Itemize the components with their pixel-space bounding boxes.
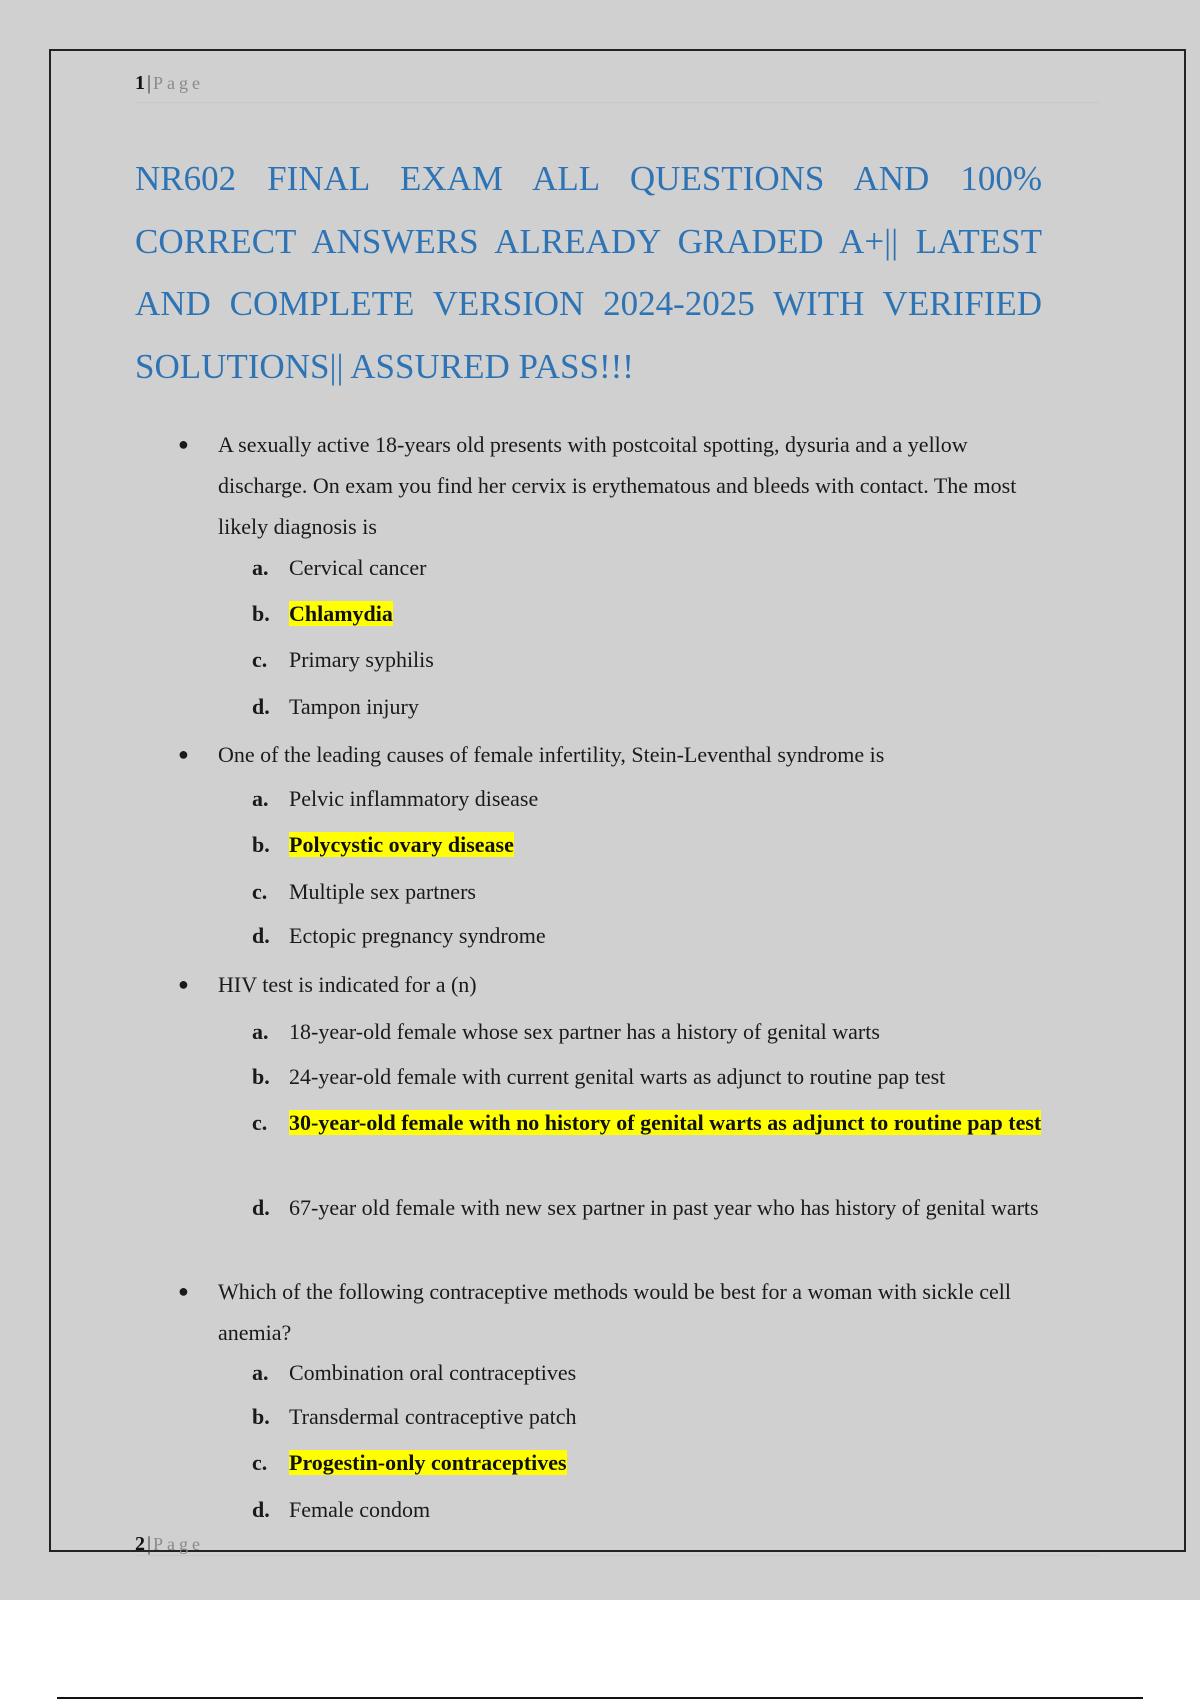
question-stem: Which of the following contraceptive methods would be best for a woman with sickle cell anemia? — [218, 1279, 1011, 1345]
option-text: Primary syphilis — [289, 647, 434, 672]
option-text: Multiple sex partners — [289, 879, 476, 904]
bullet-icon: ● — [178, 1281, 189, 1301]
option-letter: b. — [252, 1064, 270, 1089]
option-letter: d. — [252, 1497, 270, 1522]
page-number: 2 — [135, 1533, 145, 1555]
highlighted-answer: Polycystic ovary disease — [289, 832, 514, 857]
page-number: 1 — [135, 72, 145, 94]
highlighted-answer: Progestin-only contraceptives — [289, 1450, 567, 1475]
option-letter: c. — [252, 879, 268, 904]
option-letter: a. — [252, 1019, 269, 1044]
bullet-icon: ● — [178, 974, 189, 994]
option-letter: c. — [252, 647, 268, 672]
option-letter: c. — [252, 1110, 268, 1135]
highlighted-answer: 30-year-old female with no history of genital warts as adjunct to routine pap test — [289, 1110, 1042, 1135]
bottom-divider — [57, 1697, 1143, 1699]
option-text: 18-year-old female whose sex partner has a history of genital warts — [289, 1019, 880, 1044]
option-text: Transdermal contraceptive patch — [289, 1404, 577, 1429]
option-text: Tampon injury — [289, 694, 419, 719]
page-header-next — [135, 1533, 1100, 1556]
option-letter: d. — [252, 1195, 270, 1220]
page-separator: | — [147, 1533, 152, 1555]
option-text: Pelvic inflammatory disease — [289, 786, 539, 811]
option-text: Combination oral contraceptives — [289, 1360, 577, 1385]
option-letter: d. — [252, 923, 270, 948]
option-letter: b. — [252, 832, 270, 857]
option-text: Ectopic pregnancy syndrome — [289, 923, 546, 948]
document-title: NR602 FINAL EXAM ALL QUESTIONS AND 100% CORRECT ANSWERS ALREADY GRADED A+|| LATEST AND COMPLETE VERSION 2024-2025 WITH VERIFIED SOLUTIONS|| ASSURED PASS!!! — [135, 159, 1042, 386]
option-text: Cervical cancer — [289, 555, 427, 580]
page-header-top — [135, 72, 1100, 103]
bullet-icon: ● — [178, 744, 189, 764]
highlighted-answer: Chlamydia — [289, 601, 393, 626]
question-stem: A sexually active 18-years old presents with postcoital spotting, dysuria and a yellow discharge. On exam you find her cervix is erythematous and bleeds with contact. The most likely diagnosis is — [218, 432, 1017, 539]
option-text: 24-year-old female with current genital warts as adjunct to routine pap test — [289, 1064, 946, 1089]
page-separator: | — [147, 72, 152, 94]
option-text: 67-year old female with new sex partner in past year who has history of genital warts — [289, 1195, 1039, 1220]
option-letter: a. — [252, 786, 269, 811]
option-letter: d. — [252, 694, 270, 719]
option-letter: b. — [252, 601, 270, 626]
bullet-icon: ● — [178, 434, 189, 454]
option-letter: b. — [252, 1404, 270, 1429]
question-stem: HIV test is indicated for a (n) — [218, 972, 477, 997]
question-stem: One of the leading causes of female infertility, Stein-Leventhal syndrome is — [218, 742, 885, 767]
option-letter: a. — [252, 1360, 269, 1385]
option-letter: c. — [252, 1450, 268, 1475]
option-letter: a. — [252, 555, 269, 580]
page-word: Page — [153, 73, 205, 93]
option-text: Female condom — [289, 1497, 431, 1522]
page-word: Page — [153, 1534, 205, 1554]
